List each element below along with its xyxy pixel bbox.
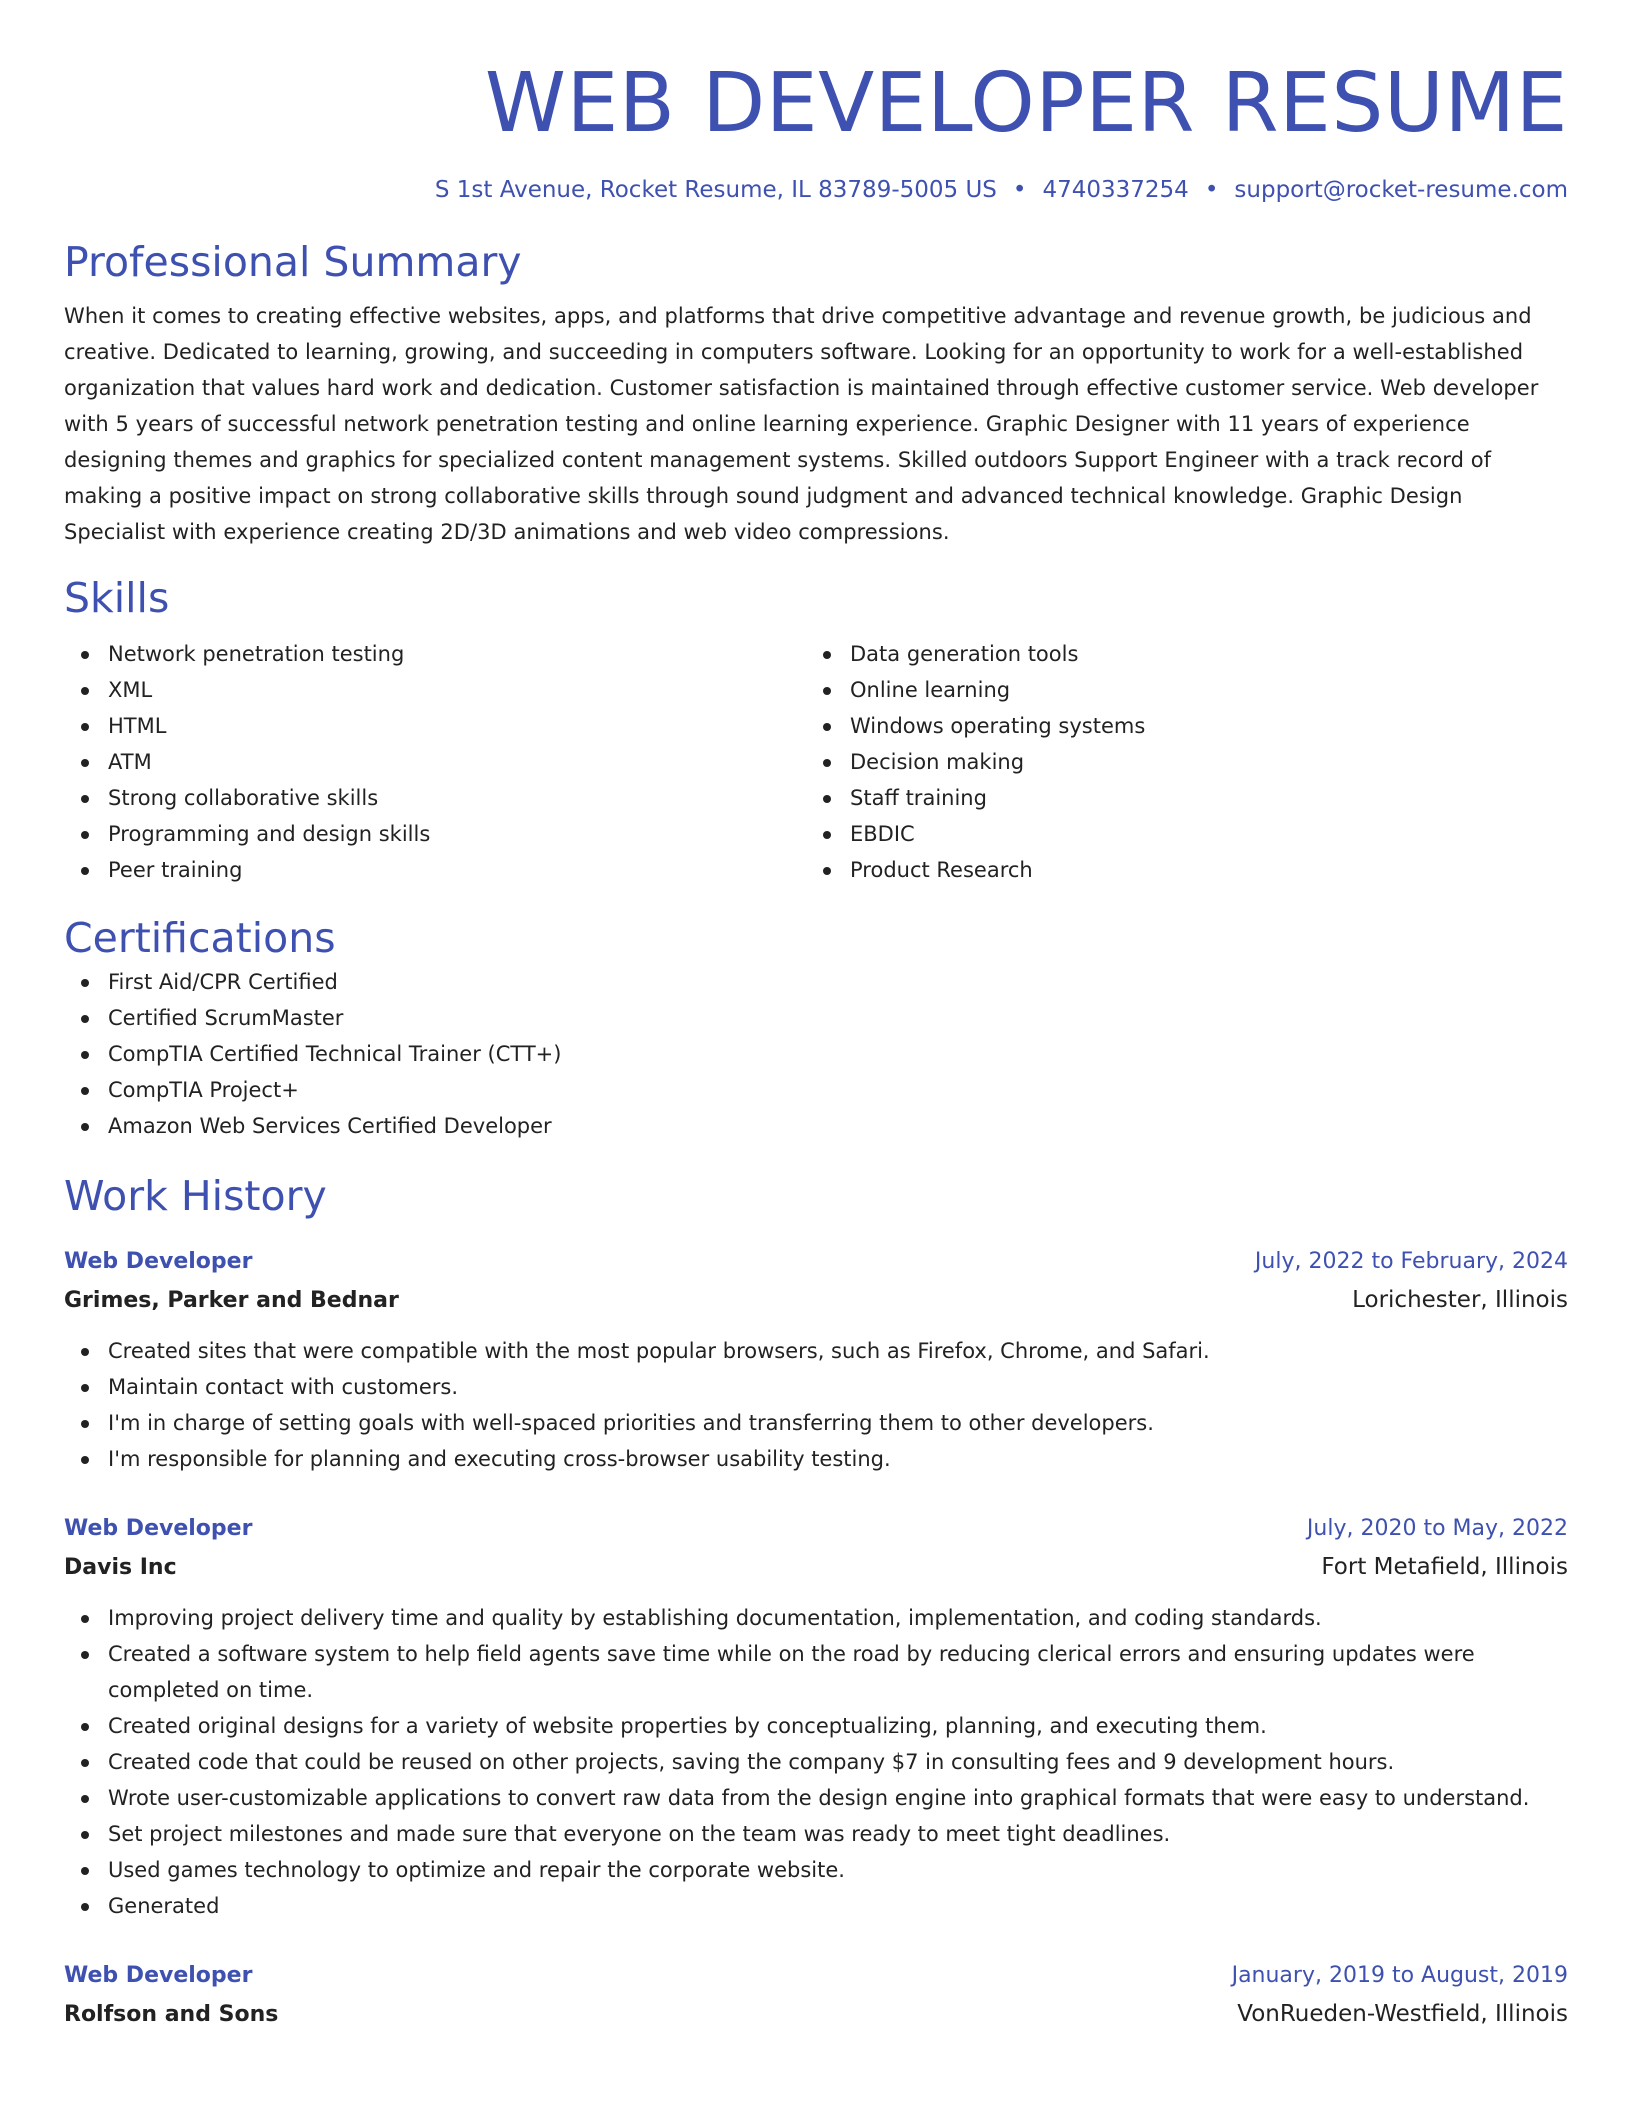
summary-text: When it comes to creating effective websites, apps, and platforms that drive competitive advantage and revenue growth, be judicious and creative. Dedicated to learning, growing, and succeeding in computers software. Looking for an opportunity to work for a well-established organization that values hard work and dedication. Customer satisfaction is maintained through effective customer service. Web developer with 5 years of successful network penetration testing and online learning experience. Graphic Designer with 11 years of experience designing themes and graphics for specialized content management systems. Skilled outdoors Support Engineer with a track record of making a positive impact on strong collaborative skills through sound judgment and advanced technical knowledge. Graphic Design Specialist with experience creating 2D/3D animations and web video compressions.	[64, 304, 1539, 544]
skill-item: Network penetration testing	[64, 636, 806, 672]
job-header-row	[64, 1958, 1568, 1994]
certification-item: CompTIA Project+	[64, 1072, 1568, 1108]
job-company: Rolfson and Sons	[64, 2002, 279, 2027]
job-duties-list	[64, 1600, 1568, 1924]
job-duty: I'm responsible for planning and executing cross-browser usability testing.	[64, 1441, 1568, 1477]
work-history-heading: Work History	[64, 1172, 327, 1220]
resume-page	[64, 0, 1568, 2035]
job-header-row	[64, 1511, 1568, 1547]
skill-item: Online learning	[806, 672, 1548, 708]
skill-item: Decision making	[806, 744, 1548, 780]
job-duty: Created a software system to help field agents save time while on the road by reducing clerical errors and ensuring updates were completed on time.	[64, 1636, 1568, 1708]
job-company: Grimes, Parker and Bednar	[64, 1288, 399, 1313]
job-title: Web Developer	[64, 1249, 253, 1274]
skill-item: Strong collaborative skills	[64, 780, 806, 816]
job-duty: Created code that could be reused on other projects, saving the company $7 in consulting fees and 9 development hours.	[64, 1744, 1568, 1780]
job-company: Davis Inc	[64, 1555, 177, 1580]
job-company-row	[64, 1547, 1568, 1588]
certification-item: Certified ScrumMaster	[64, 1000, 1568, 1036]
job-company-row	[64, 1994, 1568, 2035]
job-duty: Improving project delivery time and quality by establishing documentation, implementation, and coding standards.	[64, 1600, 1568, 1636]
job-dates: July, 2022 to February, 2024	[1254, 1249, 1568, 1274]
job-duty: Created sites that were compatible with the most popular browsers, such as Firefox, Chrome, and Safari.	[64, 1333, 1568, 1369]
job-location: Fort Metafield, Illinois	[1321, 1554, 1568, 1580]
job-duty: Used games technology to optimize and repair the corporate website.	[64, 1852, 1568, 1888]
contact-separator: •	[1204, 177, 1219, 203]
job-title: Web Developer	[64, 1963, 253, 1988]
skill-item: Data generation tools	[806, 636, 1548, 672]
contact-phone: 4740337254	[1042, 177, 1189, 203]
job-duty: Wrote user-customizable applications to convert raw data from the design engine into graphical formats that were easy to understand.	[64, 1780, 1568, 1816]
skill-item: Product Research	[806, 852, 1548, 888]
job-duty: Set project milestones and made sure that everyone on the team was ready to meet tight deadlines.	[64, 1816, 1568, 1852]
job-header-row	[64, 1244, 1568, 1280]
job-duties-list	[64, 1333, 1568, 1477]
certification-item: Amazon Web Services Certified Developer	[64, 1108, 1568, 1144]
job-entry	[64, 1511, 1568, 1924]
skill-item: Windows operating systems	[806, 708, 1548, 744]
job-company-row	[64, 1280, 1568, 1321]
job-duty: I'm in charge of setting goals with well-spaced priorities and transferring them to other developers.	[64, 1405, 1568, 1441]
job-dates: July, 2020 to May, 2022	[1306, 1516, 1568, 1541]
skill-item: HTML	[64, 708, 806, 744]
skills-list-right	[806, 636, 1548, 888]
contact-line	[64, 174, 1568, 206]
job-entry	[64, 1958, 1568, 2035]
job-title: Web Developer	[64, 1516, 253, 1541]
skills-heading: Skills	[64, 574, 170, 622]
certification-item: First Aid/CPR Certified	[64, 964, 1568, 1000]
resume-title: WEB DEVELOPER RESUME	[484, 56, 1568, 151]
job-location: Lorichester, Illinois	[1352, 1287, 1568, 1313]
contact-address: S 1st Avenue, Rocket Resume, IL 83789-5005 US	[434, 177, 997, 203]
summary-heading: Professional Summary	[64, 238, 522, 286]
job-duty: Maintain contact with customers.	[64, 1369, 1568, 1405]
job-location: VonRueden-Westfield, Illinois	[1237, 2001, 1568, 2027]
certification-item: CompTIA Certified Technical Trainer (CTT+)	[64, 1036, 1568, 1072]
skill-item: Staff training	[806, 780, 1548, 816]
skill-item: Peer training	[64, 852, 806, 888]
job-duty: Created original designs for a variety of website properties by conceptualizing, planning, and executing them.	[64, 1708, 1568, 1744]
skills-columns	[64, 636, 1568, 888]
job-duty: Generated	[64, 1888, 1568, 1924]
skill-item: XML	[64, 672, 806, 708]
skills-list-left	[64, 636, 806, 888]
skill-item: Programming and design skills	[64, 816, 806, 852]
job-dates: January, 2019 to August, 2019	[1231, 1963, 1568, 1988]
skill-item: EBDIC	[806, 816, 1548, 852]
job-entry	[64, 1244, 1568, 1477]
certifications-list	[64, 964, 1568, 1144]
contact-separator: •	[1012, 177, 1027, 203]
skill-item: ATM	[64, 744, 806, 780]
contact-email[interactable]: support@rocket-resume.com	[1234, 177, 1568, 203]
certifications-heading: Certifications	[64, 914, 336, 962]
